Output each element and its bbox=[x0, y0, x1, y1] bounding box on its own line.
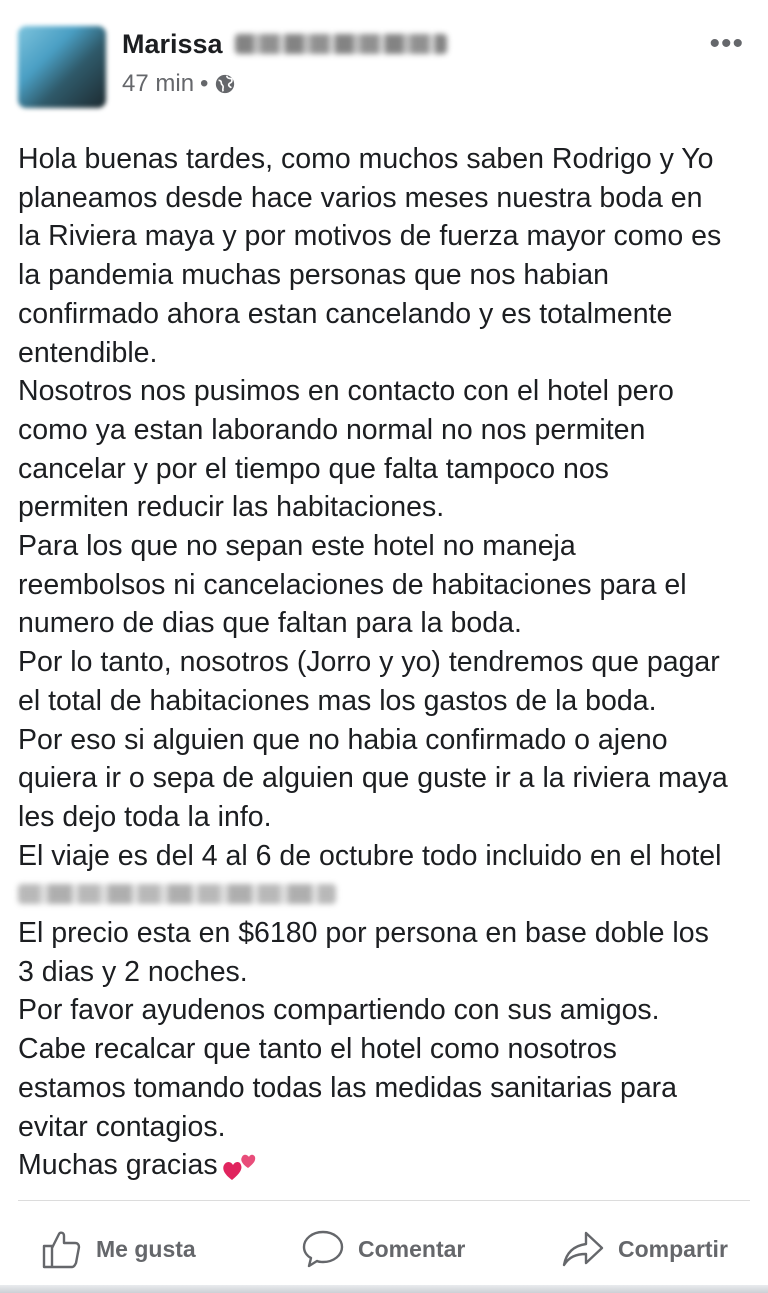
bottom-edge bbox=[0, 1285, 768, 1293]
redacted-hotel-name bbox=[18, 875, 758, 914]
comment-label: Comentar bbox=[358, 1235, 466, 1262]
body-line: Por favor ayudenos compartiendo con sus amigos. bbox=[18, 994, 660, 1027]
body-line: entendible. bbox=[18, 336, 158, 369]
more-options-icon[interactable]: ••• bbox=[709, 27, 744, 60]
body-line: permiten reducir las habitaciones. bbox=[18, 491, 445, 524]
post-actions bbox=[0, 1214, 768, 1284]
meta-separator: • bbox=[200, 70, 209, 97]
like-label: Me gusta bbox=[96, 1235, 196, 1262]
post-body-lines-after bbox=[18, 914, 758, 1146]
thumbs-up-icon bbox=[40, 1227, 84, 1271]
author-name[interactable]: Marissa bbox=[122, 28, 223, 59]
body-line: el total de habitaciones mas los gastos de la boda. bbox=[18, 684, 657, 717]
body-line: numero de dias que faltan para la boda. bbox=[18, 607, 522, 640]
body-line: El precio esta en $6180 por persona en base doble los bbox=[18, 917, 709, 950]
share-button[interactable] bbox=[560, 1214, 728, 1284]
share-arrow-icon bbox=[560, 1227, 606, 1271]
closing-line: Muchas gracias bbox=[18, 1146, 758, 1185]
globe-icon bbox=[214, 73, 236, 95]
body-line: cancelar y por el tiempo que falta tampoco nos bbox=[18, 452, 609, 485]
body-line: evitar contagios. bbox=[18, 1110, 226, 1143]
comment-button[interactable] bbox=[300, 1214, 465, 1284]
two-hearts-icon bbox=[222, 1150, 258, 1184]
body-line: la pandemia muchas personas que nos habian bbox=[18, 259, 609, 292]
body-line: planeamos desde hace varios meses nuestra boda en bbox=[18, 181, 703, 214]
body-line: la Riviera maya y por motivos de fuerza mayor como es bbox=[18, 220, 722, 253]
body-line: Nosotros nos pusimos en contacto con el hotel pero bbox=[18, 375, 674, 408]
body-line: confirmado ahora estan cancelando y es totalmente bbox=[18, 297, 673, 330]
body-line: Cabe recalcar que tanto el hotel como nosotros bbox=[18, 1033, 617, 1066]
divider bbox=[18, 1200, 750, 1201]
body-line: Por lo tanto, nosotros (Jorro y yo) tendremos que pagar bbox=[18, 646, 720, 679]
post-meta bbox=[122, 68, 236, 100]
post-body-lines bbox=[18, 140, 758, 875]
body-line: reembolsos ni cancelaciones de habitaciones para el bbox=[18, 568, 687, 601]
body-line: estamos tomando todas las medidas sanitarias para bbox=[18, 1071, 678, 1104]
body-line: Hola buenas tardes, como muchos saben Rodrigo y Yo bbox=[18, 143, 714, 175]
post-time[interactable]: 47 min bbox=[122, 70, 195, 97]
comment-icon bbox=[300, 1227, 346, 1271]
body-line: 3 dias y 2 noches. bbox=[18, 955, 248, 988]
post-body bbox=[18, 140, 758, 1185]
body-line: Para los que no sepan este hotel no maneja bbox=[18, 530, 576, 563]
body-line: quiera ir o sepa de alguien que guste ir a la riviera maya bbox=[18, 762, 728, 795]
redacted-surname bbox=[235, 34, 447, 54]
like-button[interactable] bbox=[40, 1214, 196, 1284]
body-line: El viaje es del 4 al 6 de octubre todo incluido en el hotel bbox=[18, 839, 722, 872]
share-label: Compartir bbox=[618, 1235, 728, 1262]
body-line: Por eso si alguien que no habia confirmado o ajeno bbox=[18, 723, 668, 756]
body-line: les dejo toda la info. bbox=[18, 800, 272, 833]
avatar[interactable] bbox=[18, 26, 106, 108]
body-line: como ya estan laborando normal no nos permiten bbox=[18, 413, 646, 446]
author-row bbox=[122, 24, 447, 64]
